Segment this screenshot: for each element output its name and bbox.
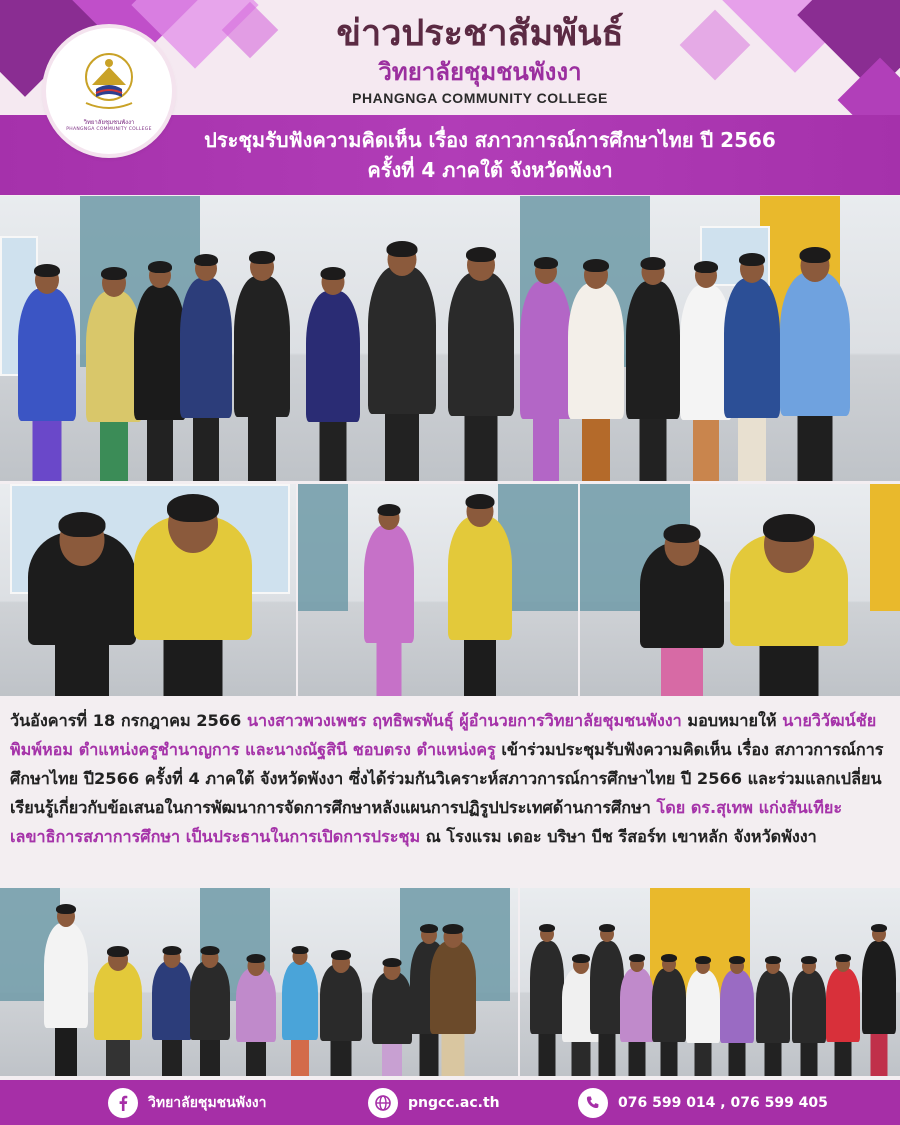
article-venue: ณ โรงแรม เดอะ บริษา บีช รีสอร์ท เขาหลัก จังหวัดพังงา [420,827,817,846]
page-title: ข่าวประชาสัมพันธ์ [336,13,624,54]
person-figure [94,948,142,1076]
headline-line2: ครั้งที่ 4 ภาคใต้ จังหวัดพังงา [367,158,613,182]
person-figure [792,958,826,1076]
person-figure [730,516,848,696]
article-date: วันอังคารที่ 18 กรกฎาคม 2566 [10,711,247,730]
person-figure [372,960,412,1076]
person-figure [44,906,88,1076]
person-figure [448,496,512,696]
photo-handover [298,484,578,696]
person-figure [320,952,362,1076]
person-figure [530,926,564,1076]
person-figure [626,259,680,481]
person-figure [780,249,850,481]
photo-group-seated-2 [520,888,900,1076]
article-staff: นายวิวัฒน์ชัย พิมพ์หอม ตำแหน่งครูชำนาญการ และนางณัฐสินี ชอบตรง ตำแหน่งครู [10,711,877,759]
footer [0,1080,900,1125]
college-name-en: PHANGNGA COMMUNITY COLLEGE [352,90,608,106]
facebook-icon [108,1088,138,1118]
website-label: pngcc.ac.th [408,1094,500,1111]
person-figure [190,948,230,1076]
person-figure [306,269,360,481]
person-figure [590,926,624,1076]
person-figure [234,253,290,481]
person-figure [18,266,76,481]
person-figure [364,506,414,696]
person-figure [152,948,192,1076]
logo-text-en: PHANGNGA COMMUNITY COLLEGE [66,126,152,132]
person-figure [724,255,780,481]
photo-two-staff [0,484,296,696]
headline-line1: ประชุมรับฟังความคิดเห็น เรื่อง สภาวการณ์การศึกษาไทย ปี 2566 [204,128,776,152]
photo-seated-staff [580,484,900,696]
person-figure [620,956,654,1076]
person-figure [282,948,318,1076]
person-figure [134,496,252,696]
article-text-part: เข้าร่วมประชุมรับฟังความคิดเห็น เรื่อง สภาวการณ์การศึกษาไทย ปี2566 ครั้งที่ 4 ภาคใต้ จังหวัดพังงา ซึ่งได้ร่วมกันวิเคราะห์สภาวการณ์การศึกษาไทย ปี 2566 และร่วมแลกเปลี่ยนเรียนรู้เกี่ยวกับข้อเสนอในการพัฒนาการจัดการศึกษาหลังแผนการปฏิรูปประเทศด้านการศึกษา [10,740,884,817]
footer-phone[interactable] [578,1086,828,1119]
person-figure [652,956,686,1076]
person-figure [640,526,724,696]
person-figure [862,926,896,1076]
globe-icon [368,1088,398,1118]
person-figure [520,259,572,481]
photo-group-seated-1 [0,888,518,1076]
article-director: นางสาวพวงเพชร ฤทธิพรพันธุ์ ผู้อำนวยการวิทยาลัยชุมชนพังงา [246,711,682,730]
person-figure [686,958,720,1076]
person-figure [236,956,276,1076]
footer-website[interactable] [368,1086,500,1119]
logo-text-th: วิทยาลัยชุมชนพังงา [83,118,135,126]
article-text [10,706,890,851]
person-figure [720,958,754,1076]
college-name-th: วิทยาลัยชุมชนพังงา [378,58,582,86]
person-figure [826,956,860,1076]
person-figure [448,249,514,481]
college-emblem-icon [72,51,146,115]
person-figure [180,256,232,481]
facebook-label: วิทยาลัยชุมชนพังงา [148,1094,267,1111]
college-logo [46,28,172,154]
person-figure [430,926,476,1076]
phone-label: 076 599 014 , 076 599 405 [618,1094,828,1111]
phone-icon [578,1088,608,1118]
group-photo [0,196,900,481]
article-text-part: มอบหมายให้ [681,711,783,730]
person-figure [368,243,436,481]
footer-facebook[interactable] [108,1086,267,1119]
person-figure [28,514,136,696]
person-figure [756,958,790,1076]
person-figure [568,261,624,481]
person-figure [134,263,186,481]
article-chair: โดย ดร.สุเทพ แก่งสันเทียะ เลขาธิการสภาการศึกษา เป็นประธานในการเปิดการประชุม [10,798,843,846]
